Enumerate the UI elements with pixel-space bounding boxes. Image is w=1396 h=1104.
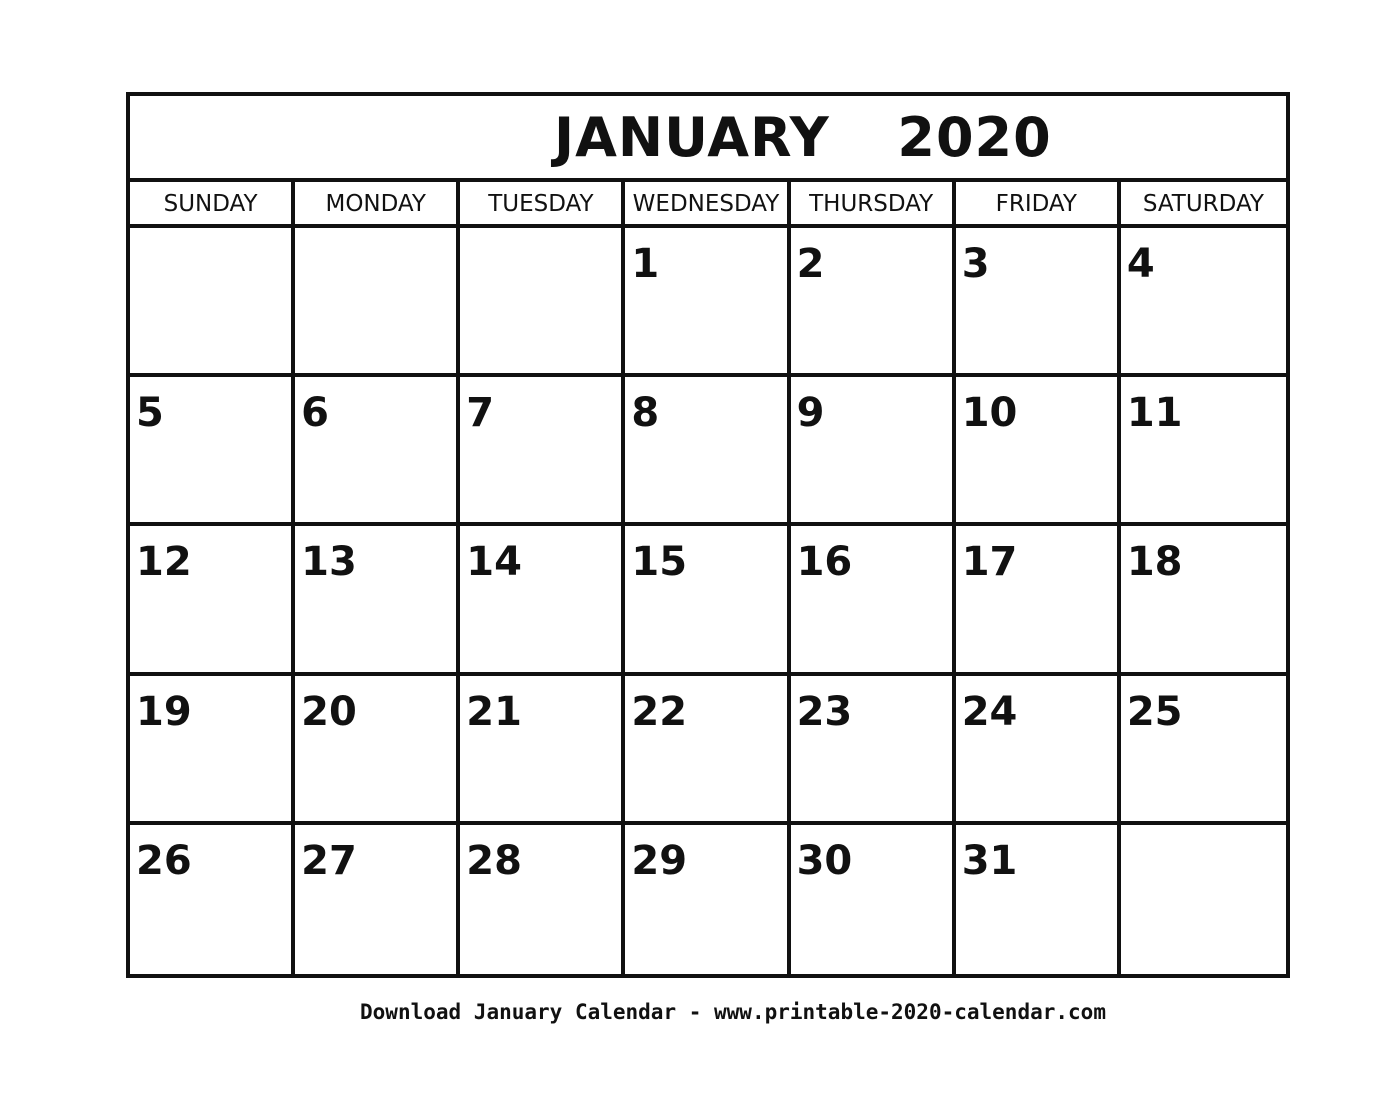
day-cell (295, 676, 460, 825)
day-number: 22 (631, 688, 688, 735)
day-cell (460, 377, 625, 526)
day-number: 19 (136, 688, 192, 735)
footer-download-text: Download January Calendar - www.printable-2020-calendar.com (360, 1000, 1106, 1024)
weekday-sunday: SUNDAY (130, 182, 295, 228)
day-cell (956, 676, 1121, 825)
day-number: 21 (466, 688, 522, 735)
day-cell (130, 676, 295, 825)
calendar-grid (130, 182, 1286, 974)
day-cell (1121, 676, 1286, 825)
day-number: 29 (631, 837, 688, 884)
day-number: 25 (1126, 688, 1183, 735)
day-number: 7 (466, 390, 495, 437)
day-cell (295, 526, 460, 675)
day-number: 28 (466, 837, 522, 884)
day-cell (791, 377, 956, 526)
day-number: 20 (301, 688, 357, 735)
day-cell (791, 825, 956, 974)
day-cell (130, 228, 295, 377)
weekday-wednesday: WEDNESDAY (625, 182, 790, 228)
day-cell (791, 676, 956, 825)
day-cell (1121, 228, 1286, 377)
day-cell (956, 377, 1121, 526)
day-cell (130, 526, 295, 675)
day-cell (791, 526, 956, 675)
day-cell (1121, 825, 1286, 974)
day-cell (460, 676, 625, 825)
day-cell (1121, 526, 1286, 675)
day-cell (460, 526, 625, 675)
day-number: 11 (1126, 390, 1183, 437)
day-number: 4 (1126, 241, 1155, 287)
day-cell (956, 825, 1121, 974)
day-number: 1 (631, 241, 660, 287)
day-cell (625, 825, 790, 974)
day-number: 27 (301, 837, 357, 884)
day-number: 31 (961, 837, 1018, 884)
day-number: 13 (301, 539, 357, 586)
day-cell (1121, 377, 1286, 526)
day-cell (295, 228, 460, 377)
weekday-thursday: THURSDAY (791, 182, 956, 228)
month-title: JANUARY 2020 (554, 106, 1052, 169)
day-number: 23 (796, 688, 853, 735)
day-cell (625, 228, 790, 377)
day-number: 12 (136, 539, 192, 586)
day-number: 17 (961, 539, 1018, 586)
day-number: 9 (796, 390, 825, 437)
day-cell (791, 228, 956, 377)
weekday-tuesday: TUESDAY (460, 182, 625, 228)
day-cell (130, 377, 295, 526)
weekday-monday: MONDAY (295, 182, 460, 228)
day-number: 16 (796, 539, 853, 586)
day-number: 15 (631, 539, 688, 586)
day-cell (130, 825, 295, 974)
day-number: 14 (466, 539, 522, 586)
day-number: 18 (1126, 539, 1183, 586)
day-number: 8 (631, 390, 660, 437)
day-cell (295, 377, 460, 526)
day-cell (295, 825, 460, 974)
day-cell (460, 228, 625, 377)
day-cell (956, 228, 1121, 377)
day-number: 24 (961, 688, 1018, 735)
day-number: 5 (136, 390, 164, 437)
weekday-friday: FRIDAY (956, 182, 1121, 228)
day-number: 2 (796, 241, 825, 287)
day-cell (460, 825, 625, 974)
day-cell (625, 526, 790, 675)
calendar-header (130, 96, 1286, 182)
calendar (126, 92, 1290, 978)
day-number: 3 (961, 241, 990, 287)
day-number: 10 (961, 390, 1018, 437)
day-cell (956, 526, 1121, 675)
day-cell (625, 676, 790, 825)
day-number: 30 (796, 837, 853, 884)
weekday-saturday: SATURDAY (1121, 182, 1286, 228)
day-number: 6 (301, 390, 329, 437)
day-cell (625, 377, 790, 526)
day-number: 26 (136, 837, 192, 884)
